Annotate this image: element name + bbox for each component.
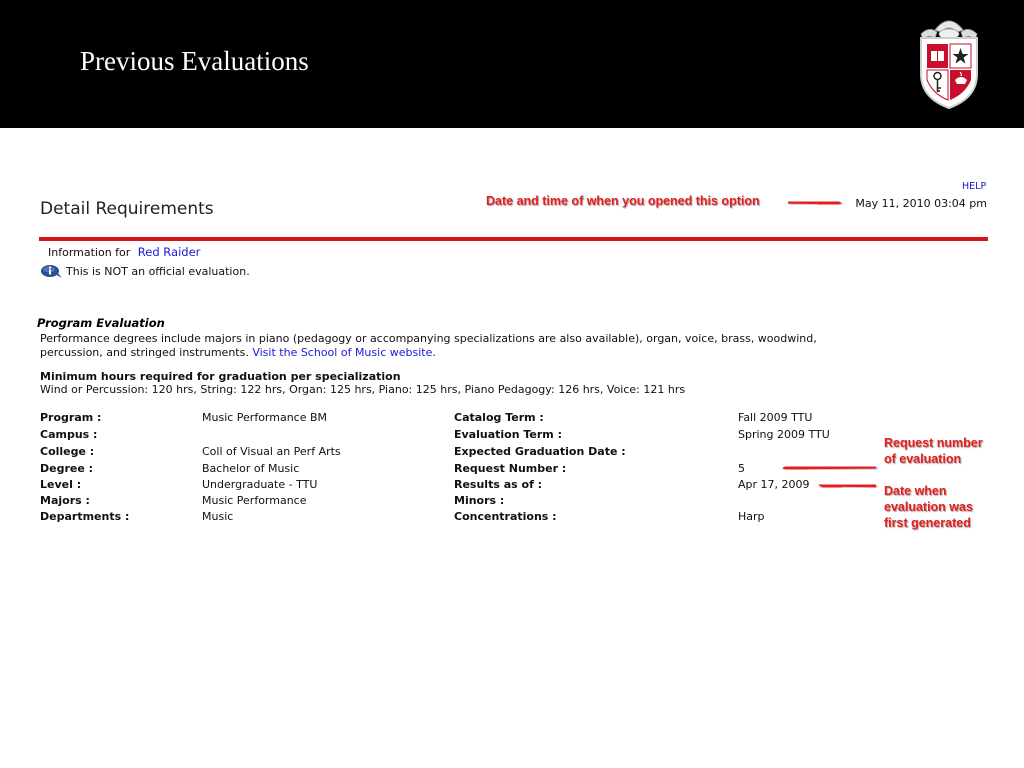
callout-request-number — [884, 435, 983, 467]
details-value: Spring 2009 TTU — [738, 428, 830, 441]
disclaimer-text: This is NOT an official evaluation. — [66, 265, 250, 278]
details-value: Music Performance BM — [202, 411, 328, 424]
details-label: Majors : — [40, 494, 90, 507]
details-label: Concentrations : — [454, 510, 557, 523]
details-label: Campus : — [40, 428, 98, 441]
details-value: Harp — [738, 510, 765, 523]
details-row — [40, 478, 830, 494]
details-value — [202, 428, 454, 445]
callout-date-generated — [884, 483, 973, 531]
callout-date-generated-line1: Date when — [884, 484, 947, 498]
school-of-music-link[interactable]: Visit the School of Music website — [252, 345, 433, 359]
program-description-text: Performance degrees include majors in piano (pedagogy or accompanying specializations are also available), organ, voice, brass, woodwind, percussion, and stringed instruments. — [40, 332, 817, 359]
details-label: Catalog Term : — [454, 411, 544, 424]
details-row — [40, 494, 830, 510]
details-value: Coll of Visual an Perf Arts — [202, 445, 341, 458]
callout-date-generated-line2: evaluation was — [884, 500, 973, 514]
timestamp: May 11, 2010 03:04 pm — [855, 197, 987, 210]
arrow-to-timestamp — [788, 202, 836, 203]
slide-banner — [0, 0, 1024, 128]
details-label: Expected Graduation Date : — [454, 445, 626, 458]
information-for — [48, 245, 200, 259]
details-value: Fall 2009 TTU — [738, 411, 813, 424]
university-shield-logo — [915, 14, 983, 110]
details-label: Degree : — [40, 462, 94, 475]
help-link[interactable]: HELP — [962, 181, 987, 192]
details-value — [738, 494, 830, 510]
program-evaluation-title: Program Evaluation — [37, 316, 165, 330]
details-value: Music — [202, 510, 234, 523]
unofficial-disclaimer — [40, 264, 250, 279]
details-label: Program : — [40, 411, 102, 424]
student-name-link[interactable]: Red Raider — [137, 245, 201, 259]
details-row — [40, 445, 830, 462]
evaluation-details-table — [40, 411, 830, 526]
program-description-suffix: . — [432, 345, 436, 359]
details-value: 5 — [738, 462, 745, 475]
minimum-hours-title: Minimum hours required for graduation per specialization — [40, 370, 401, 383]
details-label: Level : — [40, 478, 82, 491]
details-row — [40, 510, 830, 526]
details-label: Request Number : — [454, 462, 567, 475]
header-divider — [39, 237, 988, 241]
details-value: Bachelor of Music — [202, 462, 300, 475]
details-label: Evaluation Term : — [454, 428, 562, 441]
slide-title: Previous Evaluations — [80, 46, 309, 76]
information-for-label: Information for — [48, 246, 131, 259]
page-heading: Detail Requirements — [40, 199, 214, 219]
callout-date-generated-line3: first generated — [884, 516, 971, 530]
details-value: Undergraduate - TTU — [202, 478, 318, 491]
details-value: Music Performance — [202, 494, 307, 507]
callout-request-number-line1: Request number — [884, 436, 983, 450]
details-row — [40, 428, 830, 445]
details-row — [40, 411, 830, 428]
details-value: Apr 17, 2009 — [738, 478, 810, 491]
details-row — [40, 462, 830, 478]
details-value — [738, 445, 830, 462]
info-bubble-icon — [40, 264, 64, 279]
arrow-to-results-date — [824, 485, 876, 486]
minimum-hours-values: Wind or Percussion: 120 hrs, String: 122 hrs, Organ: 125 hrs, Piano: 125 hrs, Piano Pedagogy: 126 hrs, Voice: 121 hrs — [40, 383, 686, 396]
details-label: Departments : — [40, 510, 130, 523]
callout-request-number-line2: of evaluation — [884, 452, 962, 466]
details-label: College : — [40, 445, 95, 458]
details-label: Results as of : — [454, 478, 543, 491]
program-description — [40, 332, 870, 359]
callout-date-time-opened: Date and time of when you opened this option — [486, 194, 760, 208]
details-label: Minors : — [454, 494, 505, 507]
